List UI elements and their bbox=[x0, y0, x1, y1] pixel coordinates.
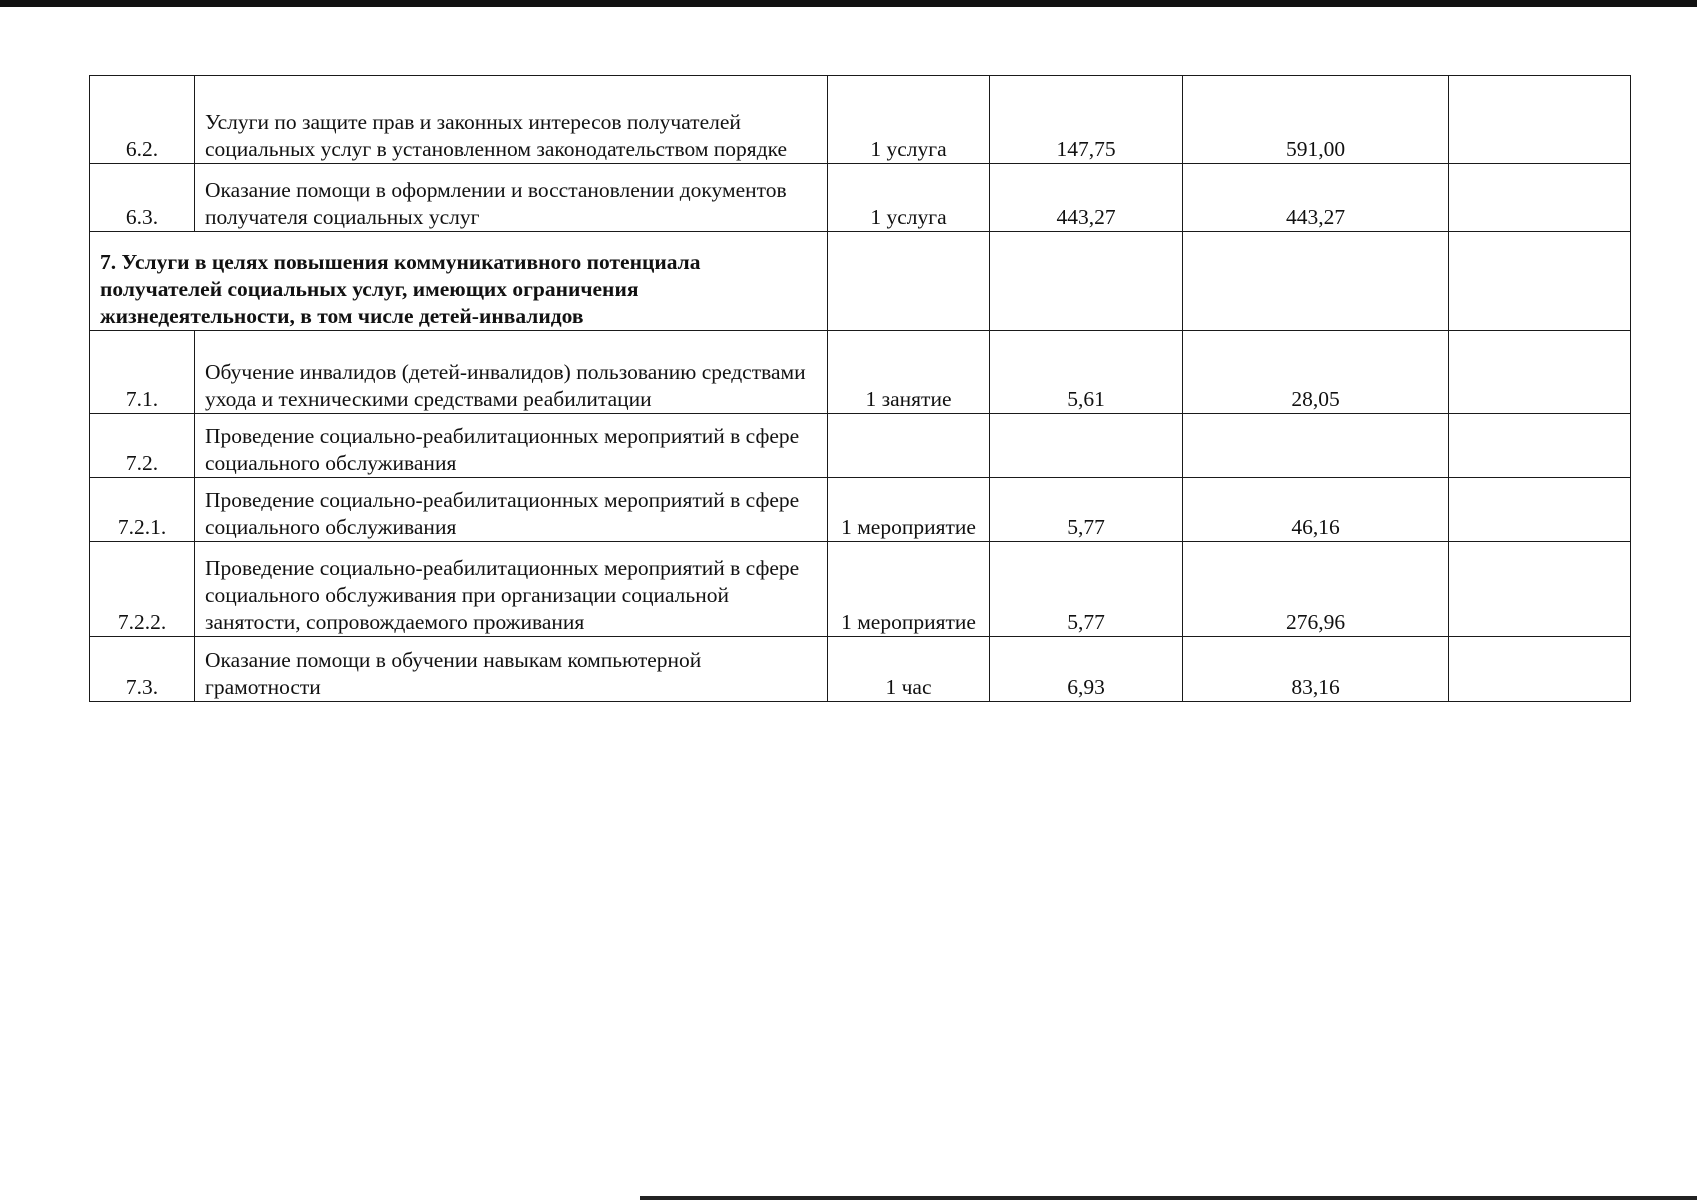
extra-cell bbox=[1449, 164, 1631, 232]
extra-cell bbox=[1449, 637, 1631, 702]
unit-cell: 1 услуга bbox=[828, 76, 990, 164]
tariff-cell: 443,27 bbox=[990, 164, 1183, 232]
extra-cell bbox=[1449, 76, 1631, 164]
service-name bbox=[195, 637, 828, 702]
cost-cell: 46,16 bbox=[1183, 478, 1449, 542]
service-name bbox=[195, 331, 828, 414]
service-name-text: Оказание помощи в оформлении и восстановлении документов получателя социальных услуг bbox=[205, 178, 787, 229]
tariff-cell: 5,77 bbox=[990, 478, 1183, 542]
row-number: 7.1. bbox=[90, 331, 195, 414]
service-name-text: Услуги по защите прав и законных интересов получателей социальных услуг в установленном законодательством порядке bbox=[205, 110, 788, 161]
service-name bbox=[195, 414, 828, 478]
extra-cell bbox=[1449, 232, 1631, 331]
service-name-text: Оказание помощи в обучении навыкам компьютерной грамотности bbox=[205, 648, 702, 699]
cost-cell: 83,16 bbox=[1183, 637, 1449, 702]
extra-cell bbox=[1449, 414, 1631, 478]
service-name bbox=[195, 542, 828, 637]
tariff-cell: 147,75 bbox=[990, 76, 1183, 164]
cost-cell bbox=[1183, 414, 1449, 478]
row-number: 6.3. bbox=[90, 164, 195, 232]
row-number: 7.3. bbox=[90, 637, 195, 702]
tariff-cell bbox=[990, 414, 1183, 478]
scan-bottom-edge bbox=[640, 1196, 1697, 1200]
cost-cell: 28,05 bbox=[1183, 331, 1449, 414]
unit-cell: 1 услуга bbox=[828, 164, 990, 232]
unit-cell bbox=[828, 414, 990, 478]
tariff-cell: 6,93 bbox=[990, 637, 1183, 702]
table-row bbox=[90, 76, 1631, 164]
unit-cell bbox=[828, 232, 990, 331]
service-name-text: Обучение инвалидов (детей-инвалидов) пользованию средствами ухода и техническими средствами реабилитации bbox=[205, 360, 806, 411]
row-number: 7.2.2. bbox=[90, 542, 195, 637]
cost-cell: 591,00 bbox=[1183, 76, 1449, 164]
unit-cell: 1 занятие bbox=[828, 331, 990, 414]
unit-cell: 1 мероприятие bbox=[828, 542, 990, 637]
unit-cell: 1 час bbox=[828, 637, 990, 702]
unit-cell: 1 мероприятие bbox=[828, 478, 990, 542]
table-row bbox=[90, 542, 1631, 637]
section-row bbox=[90, 232, 1631, 331]
row-number: 6.2. bbox=[90, 76, 195, 164]
service-name bbox=[195, 76, 828, 164]
tariff-cell bbox=[990, 232, 1183, 331]
service-name-text: Проведение социально-реабилитационных мероприятий в сфере социального обслуживания при организации социальной занятости, сопровождаемого проживания bbox=[205, 556, 800, 634]
service-name bbox=[195, 164, 828, 232]
extra-cell bbox=[1449, 542, 1631, 637]
tariff-cell: 5,61 bbox=[990, 331, 1183, 414]
table-row bbox=[90, 331, 1631, 414]
cost-cell: 276,96 bbox=[1183, 542, 1449, 637]
row-number: 7.2. bbox=[90, 414, 195, 478]
tariff-cell: 5,77 bbox=[990, 542, 1183, 637]
cost-cell: 443,27 bbox=[1183, 164, 1449, 232]
section-title: 7. Услуги в целях повышения коммуникативного потенциала получателей социальных услуг, имеющих ограничения жизнедеятельности, в том числе детей-инвалидов bbox=[90, 232, 828, 331]
row-number: 7.2.1. bbox=[90, 478, 195, 542]
service-name bbox=[195, 478, 828, 542]
cost-cell bbox=[1183, 232, 1449, 331]
extra-cell bbox=[1449, 331, 1631, 414]
service-name-text: Проведение социально-реабилитационных мероприятий в сфере социального обслуживания bbox=[205, 488, 800, 539]
table-row bbox=[90, 637, 1631, 702]
table-row bbox=[90, 478, 1631, 542]
service-name-text: Проведение социально-реабилитационных мероприятий в сфере социального обслуживания bbox=[205, 424, 800, 475]
tariff-table bbox=[89, 75, 1631, 702]
table-row bbox=[90, 164, 1631, 232]
scan-top-edge bbox=[0, 0, 1697, 7]
extra-cell bbox=[1449, 478, 1631, 542]
table-row bbox=[90, 414, 1631, 478]
